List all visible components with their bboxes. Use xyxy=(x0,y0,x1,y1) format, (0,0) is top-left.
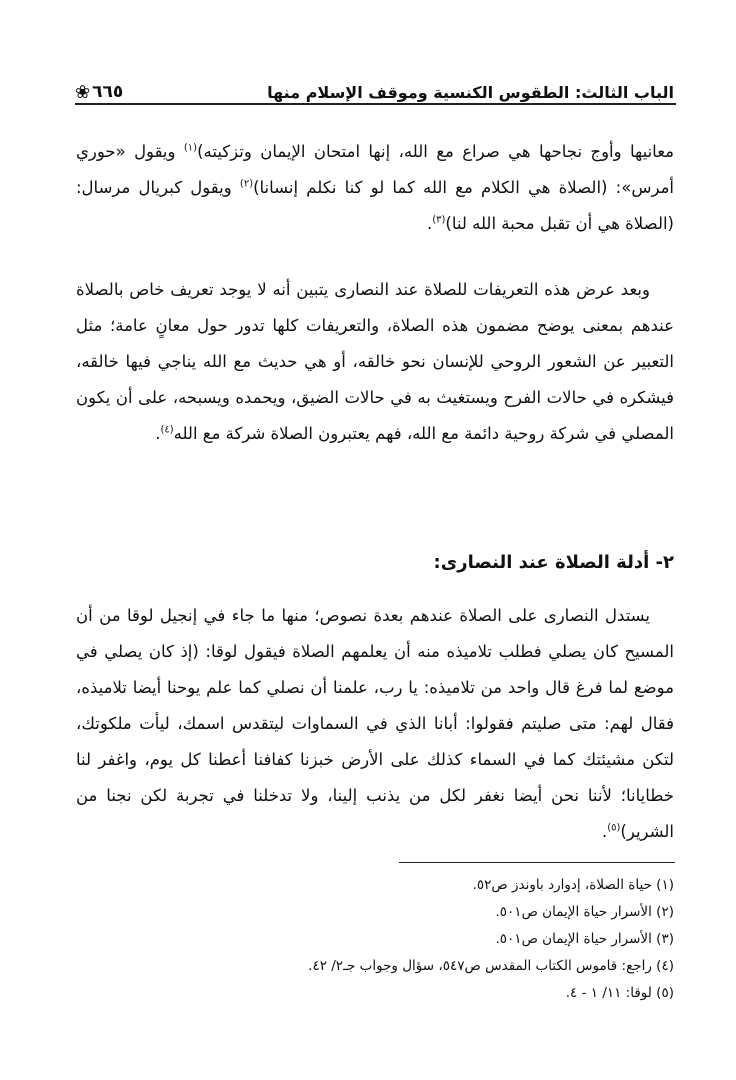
paragraph-1-text-b: ويقول «حوري أمرس»: (الصلاة هي الكلام مع الله كما لو كنا نكلم إنسانا) xyxy=(76,142,674,197)
section-heading: ٢- أدلة الصلاة عند النصارى: xyxy=(433,552,674,573)
paragraph-2 xyxy=(76,272,674,452)
footnote-item: (٣) الأسرار حياة الإيمان ص٥٠١. xyxy=(495,931,674,947)
page-number-block xyxy=(75,82,123,102)
footnote-item: (٤) راجع: قاموس الكتاب المقدس ص٥٤٧، سؤال وجواب جـ٢/ ٤٢. xyxy=(308,958,674,974)
footnotes-list xyxy=(76,872,674,1007)
paragraph-3 xyxy=(76,598,674,850)
footnote-divider xyxy=(399,862,675,863)
footnote-ref-3: (٣) xyxy=(432,214,446,226)
header-divider xyxy=(75,103,676,105)
paragraph-3-text-b: . xyxy=(601,822,608,841)
paragraph-1-text-d: . xyxy=(426,214,433,233)
paragraph-1-text-c: ويقول كبريال مرسال: (الصلاة هي أن تقبل محبة الله لنا) xyxy=(76,178,674,233)
flower-ornament-icon: ❀ xyxy=(75,82,91,103)
paragraph-1-text-a: معانيها وأوج نجاحها هي صراع مع الله، إنها امتحان الإيمان وتزكيته) xyxy=(197,142,674,161)
footnote-ref-4: (٤) xyxy=(160,424,174,436)
footnote-item: (٢) الأسرار حياة الإيمان ص٥٠١. xyxy=(495,904,674,920)
footnote-ref-1: (١) xyxy=(183,142,198,154)
page-header xyxy=(75,68,674,102)
paragraph-2-text-a: وبعد عرض هذه التعريفات للصلاة عند النصارى يتبين أنه لا يوجد تعريف خاص بالصلاة عندهم بمعنى يوضح مضمون هذه الصلاة، والتعريفات كلها تدور حول معانٍ عامة؛ مثل التعبير عن الشعور الروحي للإنسان نحو خالقه، أو هي حديث مع الله يناجي فيها خالقه، فيشكره في حالات الفرح ويستغيث به في حالات الضيق، ويحمده ويسبحه، على أن يكون المصلي في شركة روحية دائمة مع الله، فهم يعتبرون الصلاة شركة مع الله xyxy=(76,280,674,443)
running-title: الباب الثالث: الطقوس الكنسية وموقف الإسلام منها xyxy=(267,83,674,102)
footnote-ref-2: (٢) xyxy=(239,178,254,190)
paragraph-3-text-a: يستدل النصارى على الصلاة عندهم بعدة نصوص؛ منها ما جاء في إنجيل لوقا من أن المسيح كان يصلي فطلب تلاميذه منه أن يعلمهم الصلاة فيقول لوقا: (إذ كان يصلي في موضع لما فرغ قال واحد من تلاميذه: يا رب، علمنا أن نصلي كما علم يوحنا أيضا تلاميذه، فقال لهم: متى صليتم فقولوا: أبانا الذي في السماوات ليتقدس اسمك، ليأت ملكوتك، لتكن مشيئتك كما في السماء كذلك على الأرض خبزنا كفافنا أعطنا كل يوم، واغفر لنا خطايانا؛ لأننا نحن أيضا نغفر لكل من يذنب إلينا، ولا تدخلنا في تجربة لكن نجنا من الشرير) xyxy=(76,606,674,841)
footnote-item: (٥) لوقا: ١١/ ١ - ٤. xyxy=(565,985,674,1001)
paragraph-1 xyxy=(76,134,674,242)
paragraph-2-text-b: . xyxy=(155,424,161,443)
page-number: ٦٦٥ xyxy=(92,82,124,102)
footnote-item: (١) حياة الصلاة، إدوارد باوندز ص٥٢. xyxy=(472,877,674,893)
footnote-ref-5: (٥) xyxy=(607,822,621,834)
